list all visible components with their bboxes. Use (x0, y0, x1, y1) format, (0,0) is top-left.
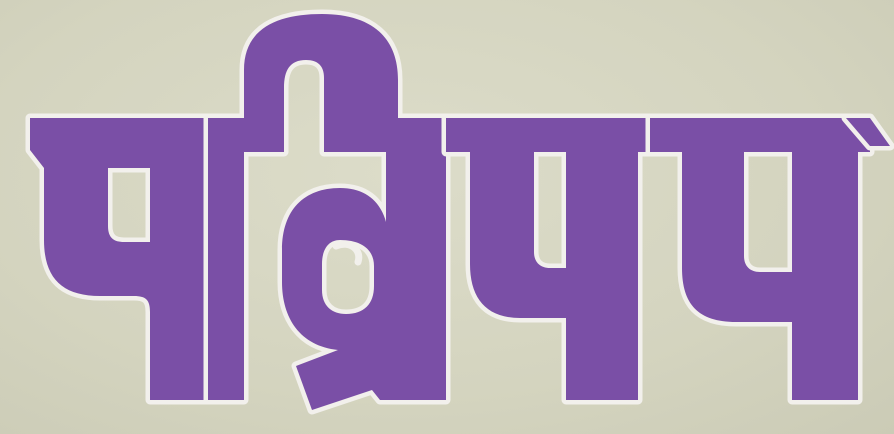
letter-cha (446, 118, 652, 400)
letter-pa (30, 118, 222, 400)
letter-shi (208, 14, 462, 410)
letter-ma (650, 118, 890, 400)
